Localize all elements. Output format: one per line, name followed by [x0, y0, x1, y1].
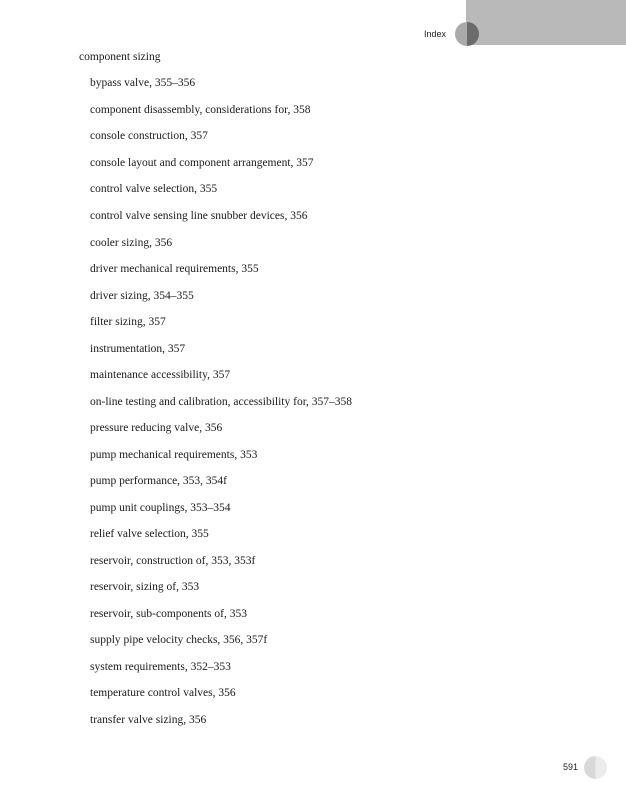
index-sub-entry: instrumentation, 357 — [90, 343, 186, 355]
index-main-entry: component sizing — [79, 51, 161, 63]
index-sub-entry: pressure reducing valve, 356 — [90, 422, 223, 434]
index-sub-entry: pump performance, 353, 354f — [90, 475, 228, 487]
index-sub-entry: console layout and component arrangement, 357 — [90, 157, 314, 169]
page-number: 591 — [562, 762, 578, 772]
index-sub-entry: reservoir, construction of, 353, 353f — [90, 555, 256, 567]
index-sub-entry: system requirements, 352–353 — [90, 661, 231, 673]
section-label: Index — [423, 29, 446, 39]
index-sub-entry: maintenance accessibility, 357 — [90, 369, 231, 381]
index-sub-entry: relief valve selection, 355 — [90, 528, 209, 540]
index-sub-entry: console construction, 357 — [90, 130, 208, 142]
index-sub-entry: reservoir, sub-components of, 353 — [90, 608, 247, 620]
index-sub-entry: temperature control valves, 356 — [90, 687, 236, 699]
index-sub-entry: driver mechanical requirements, 355 — [90, 263, 259, 275]
index-sub-entry: supply pipe velocity checks, 356, 357f — [90, 634, 268, 646]
index-sub-entry: component disassembly, considerations for, 358 — [90, 104, 311, 116]
index-sub-entry: filter sizing, 357 — [90, 316, 166, 328]
index-sub-entry: control valve sensing line snubber devices, 356 — [90, 210, 308, 222]
index-sub-entry: pump unit couplings, 353–354 — [90, 502, 231, 514]
index-sub-entry: driver sizing, 354–355 — [90, 290, 194, 302]
index-sub-entry: cooler sizing, 356 — [90, 237, 173, 249]
index-sub-entry: transfer valve sizing, 356 — [90, 714, 207, 726]
index-sub-entry: bypass valve, 355–356 — [90, 77, 196, 89]
index-sub-entry: pump mechanical requirements, 353 — [90, 449, 258, 461]
index-sub-entry: reservoir, sizing of, 353 — [90, 581, 200, 593]
index-sub-entry: on-line testing and calibration, accessibility for, 357–358 — [90, 396, 353, 408]
index-sub-entry: control valve selection, 355 — [90, 183, 218, 195]
footer-thumb-marker — [584, 756, 607, 779]
